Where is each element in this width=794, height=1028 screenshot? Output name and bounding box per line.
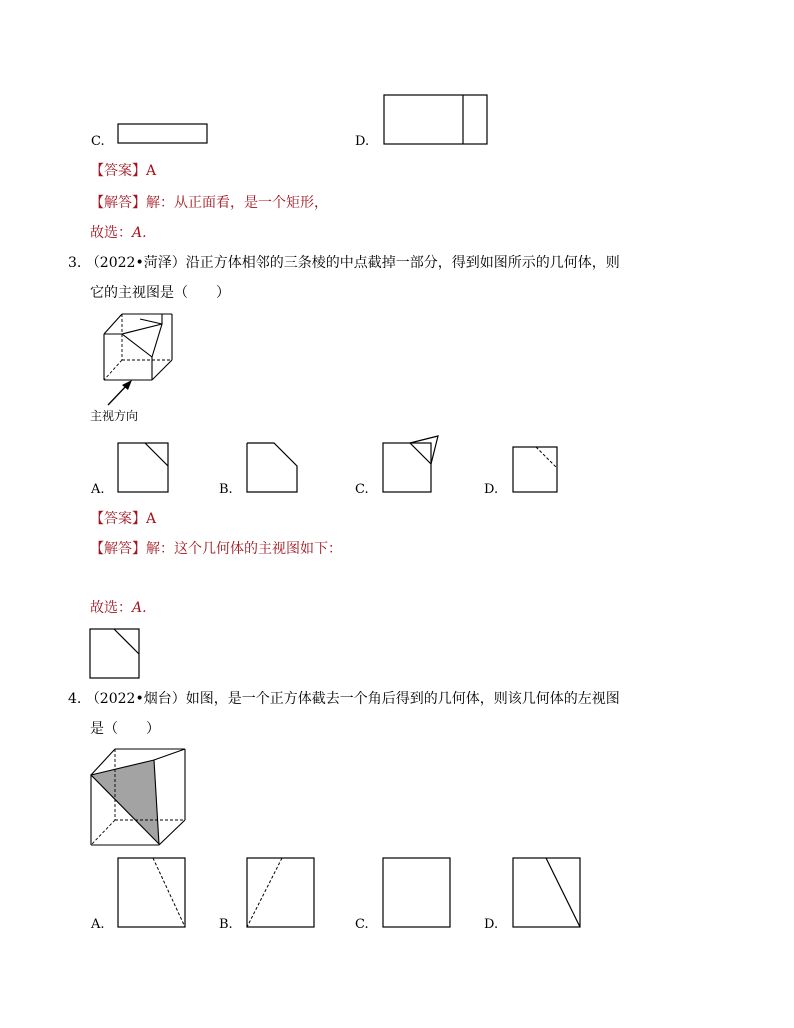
q3-option-a-label: A. <box>91 482 105 497</box>
q4-number: 4. <box>68 691 82 707</box>
q4-option-d-figure <box>512 857 582 929</box>
q4-stem-line1 <box>68 689 620 709</box>
q3-explanation <box>90 539 342 559</box>
q3-stem-line1 <box>68 253 620 273</box>
q4-option-b-label: B. <box>219 917 233 932</box>
q3-option-d-label: D. <box>484 482 499 497</box>
explain-text: 解：这个几何体的主视图如下： <box>146 541 342 557</box>
q3-stem-line2: 它的主视图是（ ） <box>90 285 230 301</box>
q3-choose <box>90 598 147 618</box>
q4-option-c-label: C. <box>355 917 369 932</box>
q3-option-a-figure <box>117 442 171 494</box>
direction-label: 主视方向 <box>90 409 139 423</box>
answer-tag: 【答案】 <box>90 511 146 527</box>
answer-value: A <box>146 163 157 179</box>
explain-tag: 【解答】 <box>90 195 146 211</box>
explain-tag: 【解答】 <box>90 541 146 557</box>
q2-explanation <box>90 193 328 213</box>
q3-number: 3. <box>68 255 82 271</box>
q3-option-c-figure <box>382 434 442 494</box>
answer-value: A <box>146 511 157 527</box>
option-c-label: C. <box>91 134 105 149</box>
q4-cube-figure <box>88 747 188 849</box>
q3-option-d-figure <box>512 446 560 494</box>
option-c-figure <box>117 123 209 145</box>
answer-tag: 【答案】 <box>90 163 146 179</box>
q3-option-b-figure <box>246 442 300 494</box>
q3-option-b-label: B. <box>219 482 233 497</box>
q4-option-b-figure <box>246 857 316 929</box>
q4-option-a-figure <box>117 857 187 929</box>
q3-stem-text-1: （2022•菏泽）沿正方体相邻的三条棱的中点截掉一部分，得到如图所示的几何体，则 <box>85 255 620 271</box>
q2-answer <box>90 161 156 181</box>
choose-value: A. <box>132 600 147 616</box>
choose-value: A. <box>132 225 147 241</box>
view-direction-arrow-icon <box>104 378 138 408</box>
q2-choose <box>90 223 147 243</box>
q4-stem-text-1: （2022•烟台）如图，是一个正方体截去一个角后得到的几何体，则该几何体的左视图 <box>85 691 620 707</box>
q4-option-d-label: D. <box>484 917 499 932</box>
explain-text: 解：从正面看，是一个矩形， <box>146 195 328 211</box>
q3-answer <box>90 509 156 529</box>
q4-stem-line2: 是（ ） <box>90 721 160 737</box>
q3-answer-figure <box>89 628 141 680</box>
option-d-label: D. <box>355 134 370 149</box>
q4-option-a-label: A. <box>91 917 105 932</box>
q3-cube-figure <box>100 312 178 384</box>
choose-text: 故选： <box>90 225 132 241</box>
q3-option-c-label: C. <box>355 482 369 497</box>
q4-option-c-figure <box>382 857 452 929</box>
choose-text: 故选： <box>90 600 132 616</box>
option-d-figure <box>383 94 489 146</box>
